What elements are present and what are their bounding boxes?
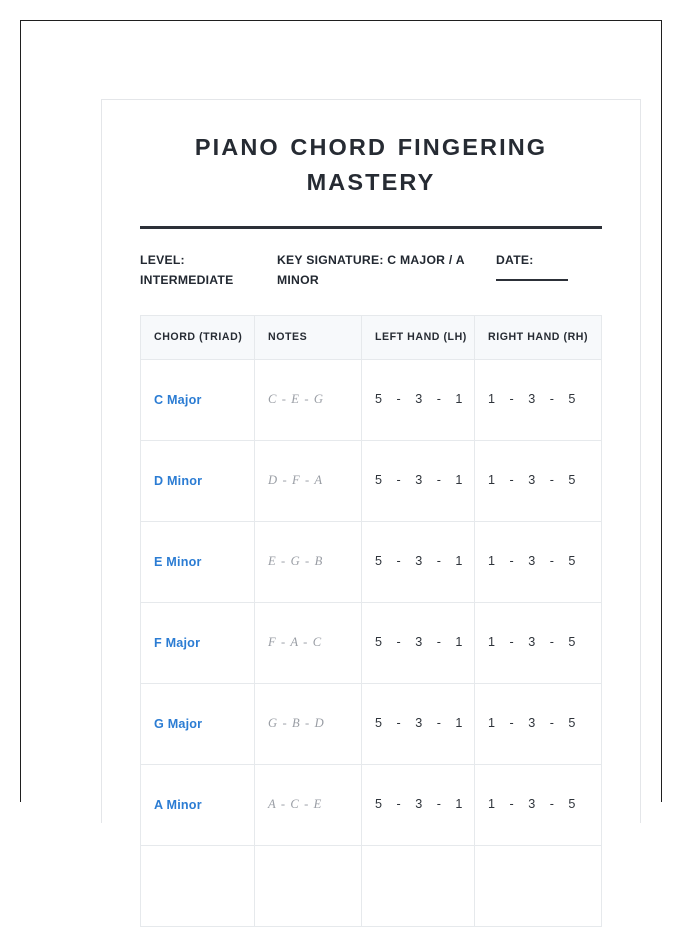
cell-notes: A - C - E <box>255 764 362 845</box>
date-blank-line[interactable] <box>496 279 568 281</box>
column-header-chord: CHORD (TRIAD) <box>141 315 255 359</box>
cell-notes: F - A - C <box>255 602 362 683</box>
cell-right-hand: 1 - 3 - 5 <box>475 440 602 521</box>
cell-notes: G - B - D <box>255 683 362 764</box>
cell-right-hand: 1 - 3 - 5 <box>475 764 602 845</box>
worksheet-page <box>101 99 641 823</box>
cell-chord-name: D Minor <box>141 440 255 521</box>
table-row[interactable] <box>141 764 602 845</box>
cell-left-hand: 5 - 3 - 1 <box>362 521 475 602</box>
cell-chord-name: A Minor <box>141 764 255 845</box>
cell-left-hand: 5 - 3 - 1 <box>362 683 475 764</box>
title-divider <box>140 226 602 229</box>
meta-date-label: DATE: <box>496 252 534 267</box>
table-row[interactable] <box>141 440 602 521</box>
cell-left-hand: 5 - 3 - 1 <box>362 440 475 521</box>
cell-notes: C - E - G <box>255 359 362 440</box>
table-row[interactable] <box>141 602 602 683</box>
table-header-row <box>141 315 602 359</box>
worksheet-meta <box>140 250 602 291</box>
cell-chord-name: G Major <box>141 683 255 764</box>
cell-right-hand: 1 - 3 - 5 <box>475 359 602 440</box>
cell-right-hand: 1 - 3 - 5 <box>475 602 602 683</box>
document-outer-frame <box>20 20 662 812</box>
cell-chord-name: C Major <box>141 359 255 440</box>
table-row[interactable] <box>141 683 602 764</box>
column-header-left-hand: LEFT HAND (LH) <box>362 315 475 359</box>
column-header-right-hand: RIGHT HAND (RH) <box>475 315 602 359</box>
cell-left-hand: 5 - 3 - 1 <box>362 764 475 845</box>
cell-right-hand: 1 - 3 - 5 <box>475 683 602 764</box>
column-header-notes: NOTES <box>255 315 362 359</box>
page-content <box>140 130 602 927</box>
cell-chord-name: E Minor <box>141 521 255 602</box>
cell-notes: D - F - A <box>255 440 362 521</box>
cell-notes: E - G - B <box>255 521 362 602</box>
page-title: PIANO CHORD FINGERING MASTERY <box>194 134 548 195</box>
meta-date <box>496 250 602 281</box>
table-row[interactable] <box>141 521 602 602</box>
cell-right-hand: 1 - 3 - 5 <box>475 521 602 602</box>
table-body <box>141 359 602 926</box>
cell-chord-name: F Major <box>141 602 255 683</box>
cell-notes <box>255 845 362 926</box>
table-row[interactable] <box>141 845 602 926</box>
cell-left-hand <box>362 845 475 926</box>
cell-chord-name <box>141 845 255 926</box>
cell-left-hand: 5 - 3 - 1 <box>362 359 475 440</box>
chord-fingering-table <box>140 315 602 927</box>
cell-left-hand: 5 - 3 - 1 <box>362 602 475 683</box>
meta-level: LEVEL: INTERMEDIATE <box>140 252 234 288</box>
meta-key-signature: KEY SIGNATURE: C MAJOR / A MINOR <box>277 252 465 288</box>
table-row[interactable] <box>141 359 602 440</box>
cell-right-hand <box>475 845 602 926</box>
